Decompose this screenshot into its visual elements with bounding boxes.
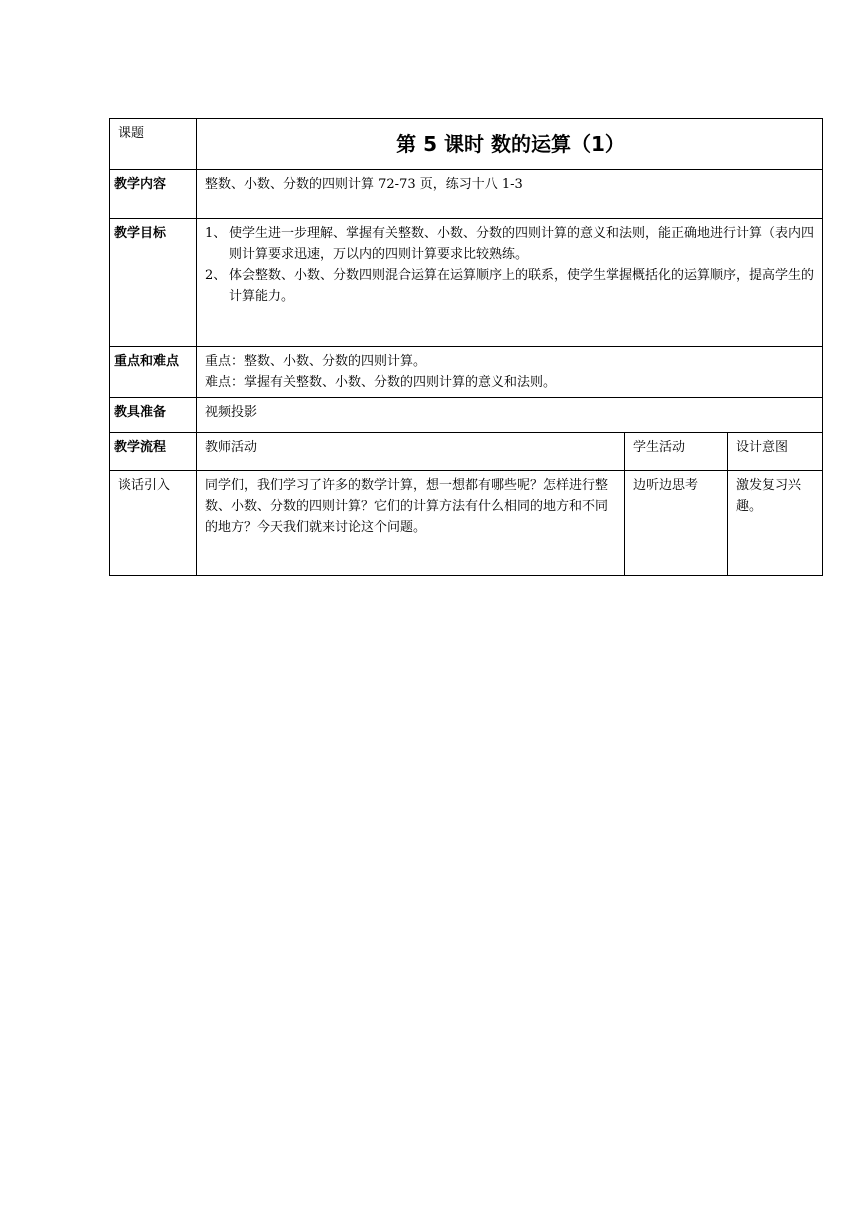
key-label: 重点和难点	[110, 347, 197, 398]
teacher-activity: 同学们，我们学习了许多的数学计算，想一想都有哪些呢？怎样进行整数、小数、分数的四则计算？它们的计算方法有什么相同的地方和不同的地方？今天我们就来讨论这个问题。	[197, 471, 625, 576]
lesson-plan-table	[109, 118, 823, 576]
teacher-header: 教师活动	[197, 433, 625, 471]
design-header: 设计意图	[728, 433, 823, 471]
goals-cell	[197, 219, 823, 347]
stage-cell: 谈话引入	[110, 471, 197, 576]
content-row	[110, 170, 823, 219]
goals-label: 教学目标	[110, 219, 197, 347]
tools-row	[110, 398, 823, 433]
goal-text: 使学生进一步理解、掌握有关整数、小数、分数的四则计算的意义和法则，能正确地进行计算（表内四则计算要求迅速，万以内的四则计算要求比较熟练。	[229, 226, 815, 262]
flow-header-row	[110, 433, 823, 471]
difficult-point: 难点：掌握有关整数、小数、分数的四则计算的意义和法则。	[205, 375, 557, 390]
key-row	[110, 347, 823, 398]
goals-row	[110, 219, 823, 347]
key-point: 重点：整数、小数、分数的四则计算。	[205, 354, 427, 369]
tools-value: 视频投影	[197, 398, 823, 433]
flow-row	[110, 471, 823, 576]
lesson-title: 第 5 课时 数的运算（1）	[197, 119, 823, 170]
content-value: 整数、小数、分数的四则计算 72-73 页，练习十八 1-3	[197, 170, 823, 219]
design-intent: 激发复习兴趣。	[728, 471, 823, 576]
goal-number: 1、	[205, 226, 227, 241]
content-label: 教学内容	[110, 170, 197, 219]
student-activity: 边听边思考	[625, 471, 728, 576]
goal-number: 2、	[205, 268, 227, 283]
flow-label: 教学流程	[110, 433, 197, 471]
goals-list	[205, 223, 816, 307]
goal-text: 体会整数、小数、分数四则混合运算在运算顺序上的联系，使学生掌握概括化的运算顺序，提高学生的计算能力。	[229, 268, 815, 304]
tools-label: 教具准备	[110, 398, 197, 433]
title-row	[110, 119, 823, 170]
goal-item-1	[205, 223, 816, 265]
student-header: 学生活动	[625, 433, 728, 471]
title-label: 课题	[110, 119, 197, 170]
key-cell	[197, 347, 823, 398]
goal-item-2	[205, 265, 816, 307]
